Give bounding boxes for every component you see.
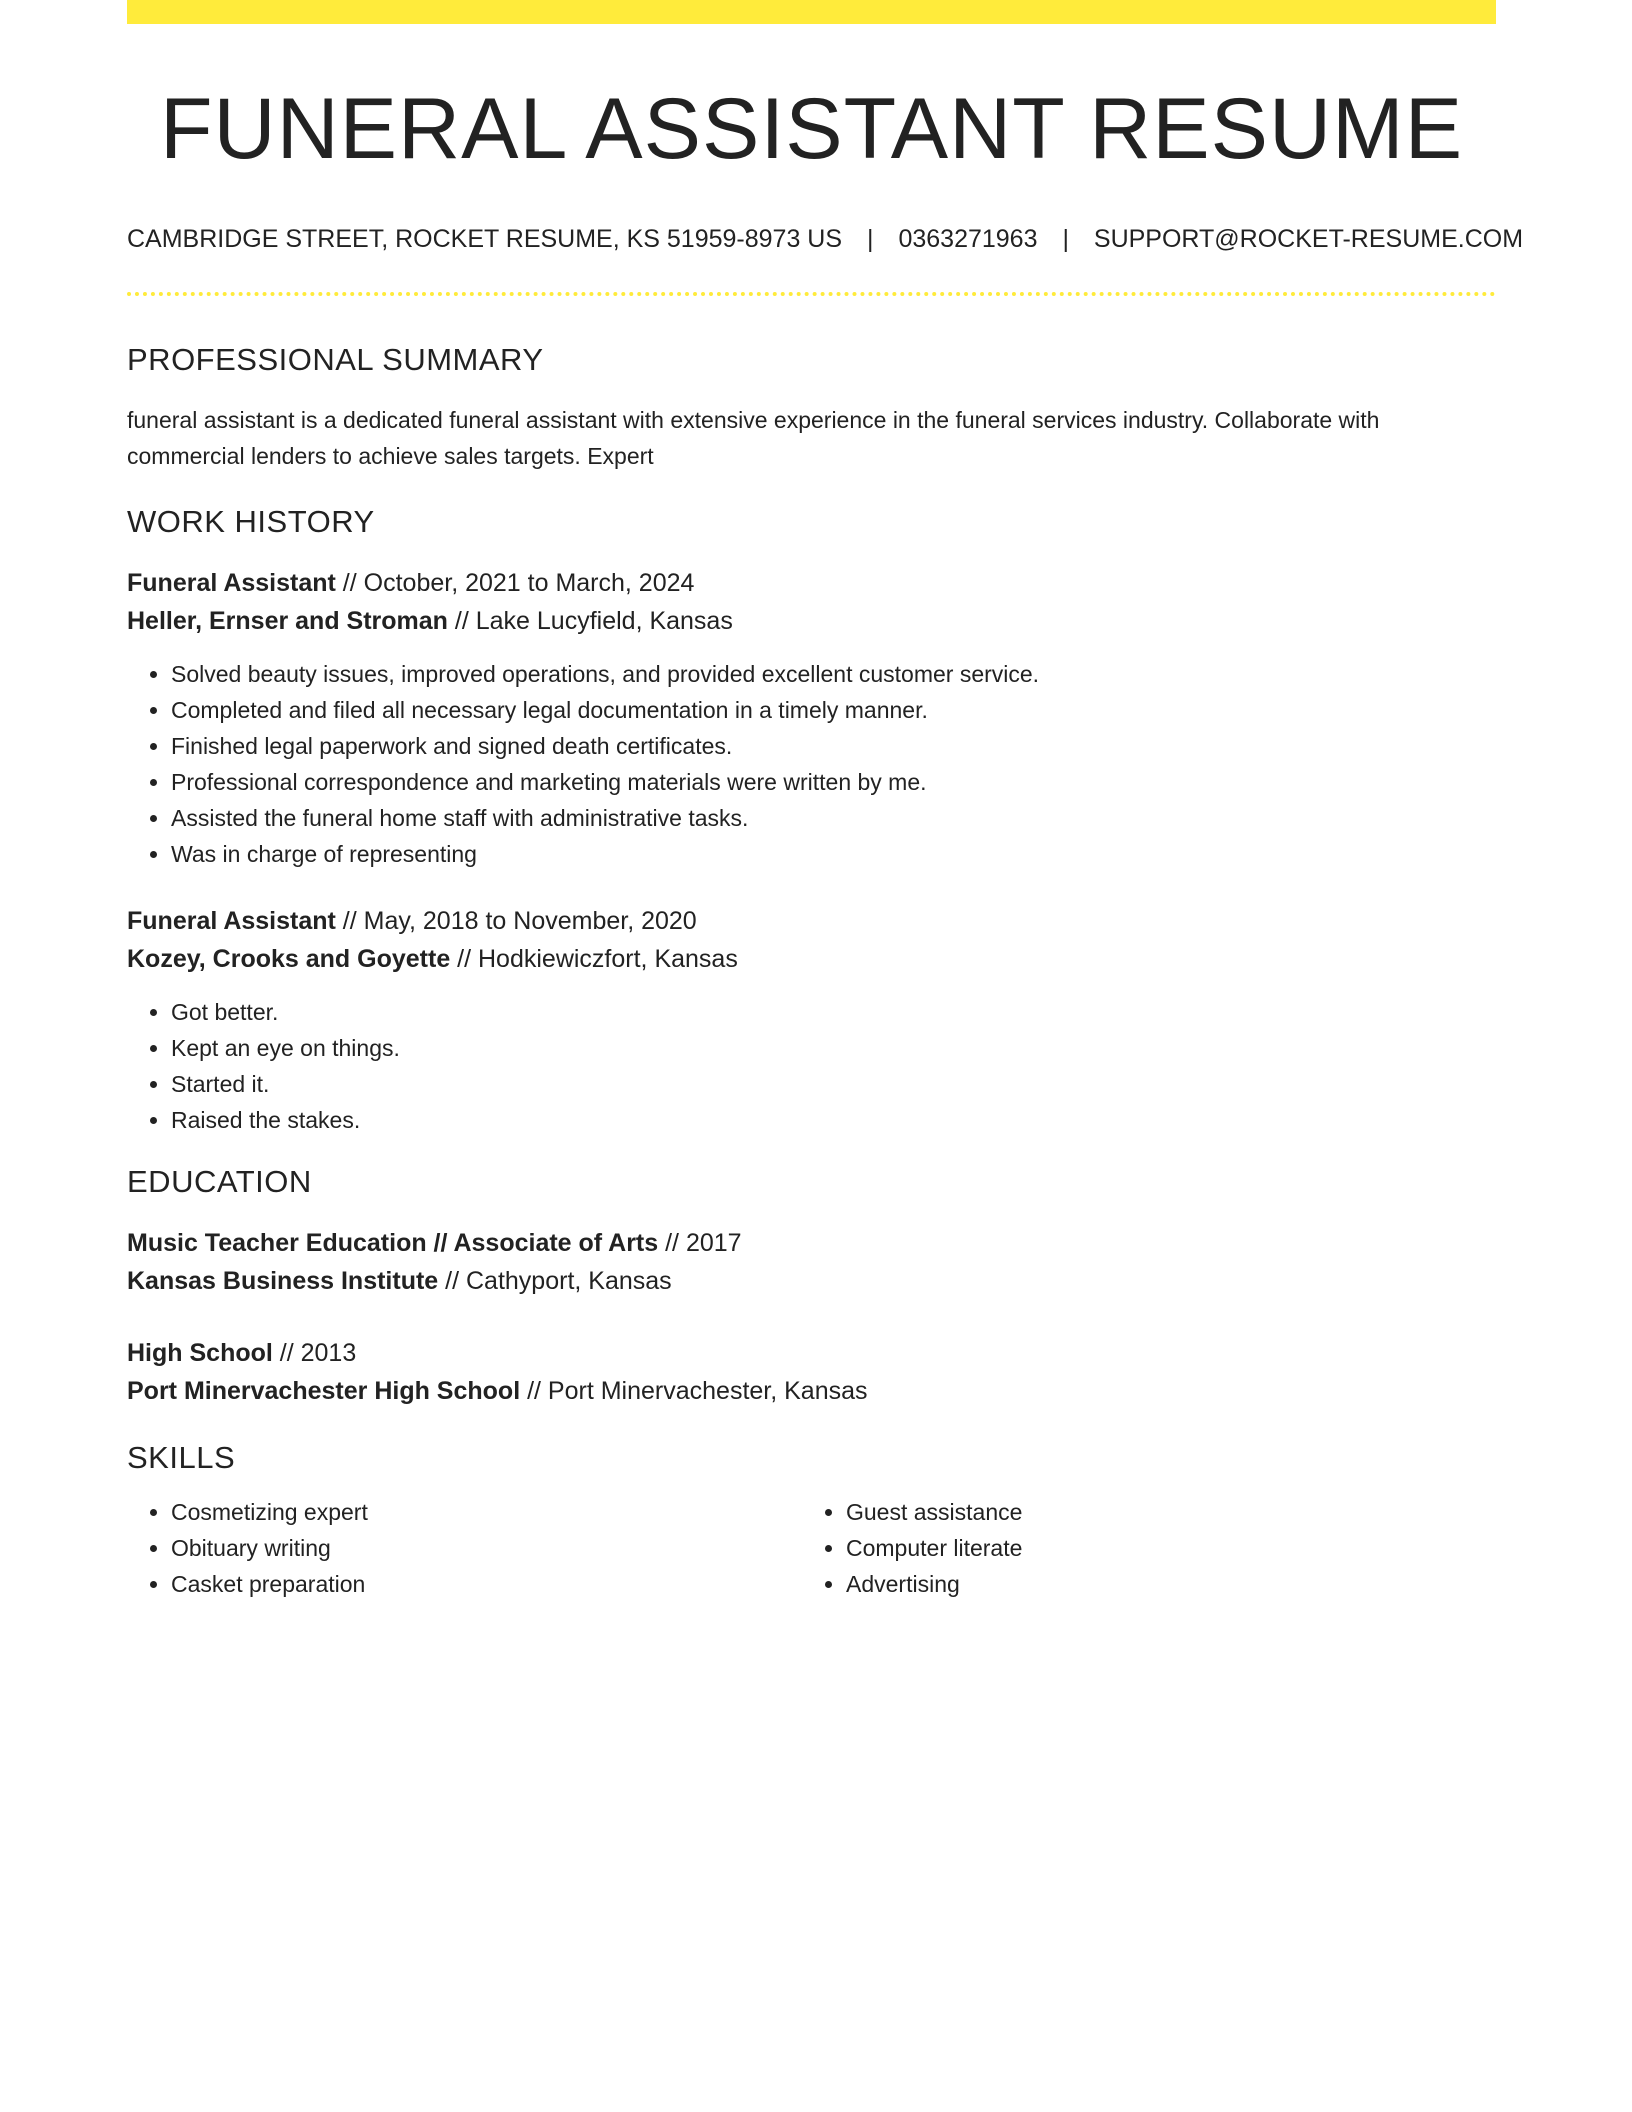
skills-heading: SKILLS [127,1439,236,1475]
job-bullet: • Finished legal paperwork and signed death certificates. [171,728,1496,764]
job-title: Funeral Assistant [127,906,336,935]
skill-item: • Advertising [846,1566,1477,1602]
summary-heading: PROFESSIONAL SUMMARY [127,341,544,377]
job-bullet: • Solved beauty issues, improved operations, and provided excellent customer service. [171,656,1496,692]
contact-address: CAMBRIDGE STREET, ROCKET RESUME, KS 51959-8973 US [127,224,843,253]
summary-text: funeral assistant is a dedicated funeral assistant with extensive experience in the funeral services industry. Collaborate with commercial lenders to achieve sales targets. Expert [127,406,1380,469]
education-entry [127,1334,1496,1410]
education-entry [127,1224,1496,1300]
contact-email: SUPPORT@ROCKET-RESUME.COM [1093,224,1524,253]
job-bullet: • Got better. [171,994,1496,1030]
skill-item: • Cosmetizing expert [171,1494,802,1530]
job-company: Heller, Ernser and Stroman [127,606,448,635]
resume-title: FUNERAL ASSISTANT RESUME [159,81,1464,177]
education-degree: High School [127,1338,273,1367]
job-title-line [127,564,1496,602]
contact-separator: | [867,224,874,253]
job-bullet: • Was in charge of representing [171,836,1496,872]
education-location: // Port Minervachester, Kansas [520,1376,868,1405]
resume-page [127,0,1524,1602]
skills-left-list [127,1494,802,1602]
job-bullet: • Completed and filed all necessary legal documentation in a timely manner. [171,692,1496,728]
education-school-line [127,1372,1496,1410]
education-school-line [127,1262,1496,1300]
job-location: // Hodkiewiczfort, Kansas [450,944,738,973]
education-degree-line [127,1224,1496,1262]
job-bullet: • Kept an eye on things. [171,1030,1496,1066]
contact-line [127,224,1524,254]
job-dates: // October, 2021 to March, 2024 [335,568,695,597]
job-entry [127,564,1496,872]
education-year: // 2013 [272,1338,357,1367]
job-bullets [127,656,1496,872]
education-degree-line [127,1334,1496,1372]
skill-item: • Guest assistance [846,1494,1477,1530]
skills-right-list [802,1494,1477,1602]
work-history-heading: WORK HISTORY [127,503,375,539]
job-location: // Lake Lucyfield, Kansas [447,606,733,635]
education-school: Port Minervachester High School [127,1376,521,1405]
job-company: Kozey, Crooks and Goyette [127,944,451,973]
skills-columns [127,1494,1496,1602]
education-heading: EDUCATION [127,1163,312,1199]
job-company-line [127,602,1496,640]
skill-item: • Computer literate [846,1530,1477,1566]
job-dates: // May, 2018 to November, 2020 [335,906,697,935]
job-company-line [127,940,1496,978]
job-entry [127,902,1496,1138]
education-location: // Cathyport, Kansas [438,1266,672,1295]
education-school: Kansas Business Institute [127,1266,439,1295]
job-bullet: • Assisted the funeral home staff with administrative tasks. [171,800,1496,836]
job-bullet: • Professional correspondence and marketing materials were written by me. [171,764,1496,800]
top-accent-bar [127,0,1496,24]
contact-phone: 0363271963 [898,224,1038,253]
job-title: Funeral Assistant [127,568,336,597]
job-bullet: • Started it. [171,1066,1496,1102]
job-bullets [127,994,1496,1138]
dotted-divider [127,292,1496,296]
job-title-line [127,902,1496,940]
skill-item: • Casket preparation [171,1566,802,1602]
job-bullet: • Raised the stakes. [171,1102,1496,1138]
education-degree: Music Teacher Education // Associate of Arts [127,1228,659,1257]
education-year: // 2017 [658,1228,742,1257]
contact-separator: | [1062,224,1069,253]
skill-item: • Obituary writing [171,1530,802,1566]
